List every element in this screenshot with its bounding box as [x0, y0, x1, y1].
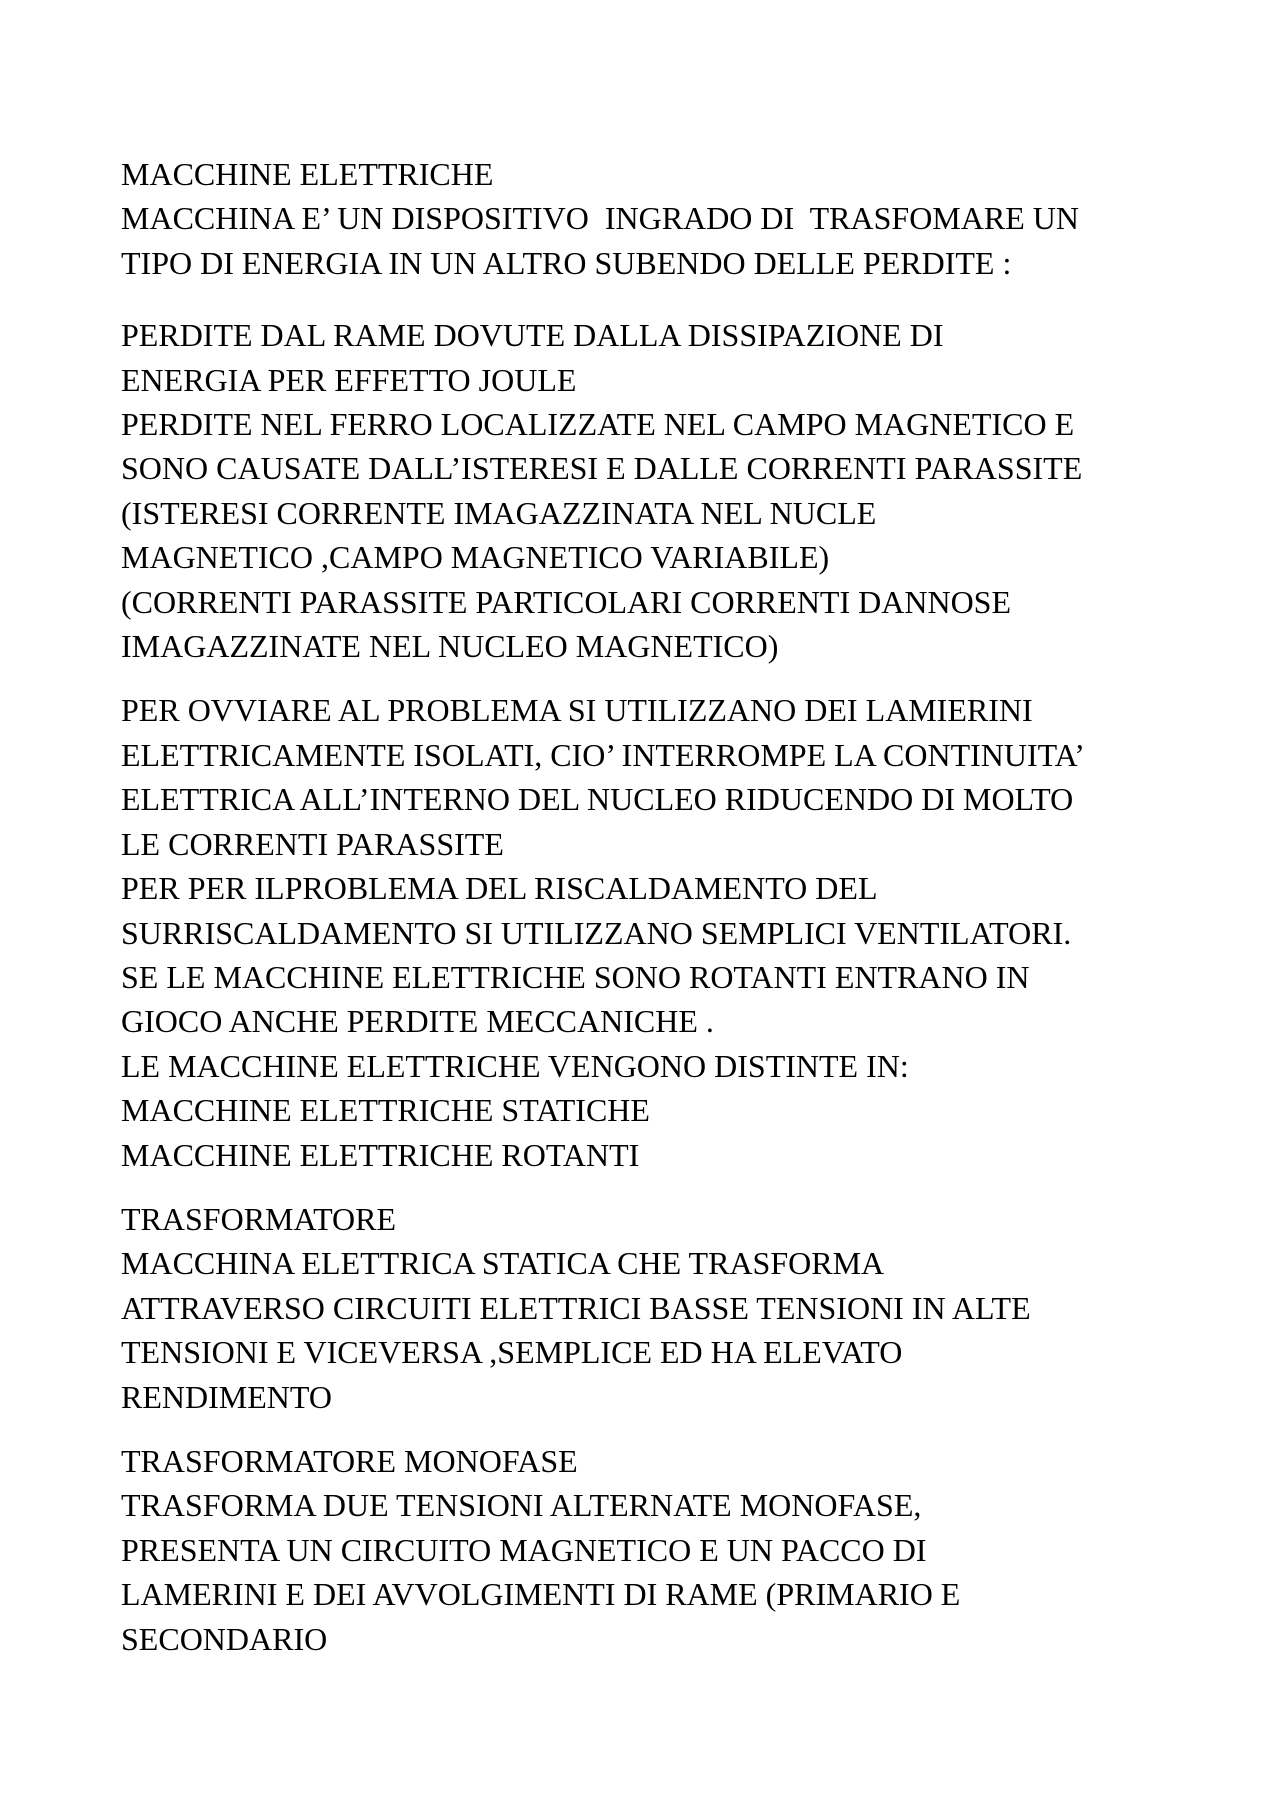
transformer-paragraph — [121, 1197, 1241, 1419]
text-line: ELETTRICAMENTE ISOLATI, CIO’ INTERROMPE LA CONTINUITA’ — [121, 736, 1085, 773]
intro-paragraph — [121, 152, 1241, 285]
text-line: ELETTRICA ALL’INTERNO DEL NUCLEO RIDUCENDO DI MOLTO — [121, 781, 1074, 818]
text-line: SE LE MACCHINE ELETTRICHE SONO ROTANTI ENTRANO IN — [121, 958, 1030, 995]
text-line: LAMERINI E DEI AVVOLGIMENTI DI RAME (PRIMARIO E — [121, 1576, 961, 1613]
text-line: PER OVVIARE AL PROBLEMA SI UTILIZZANO DEI LAMIERINI — [121, 692, 1033, 729]
text-line: MACCHINE ELETTRICHE STATICHE — [121, 1092, 650, 1129]
document-page — [121, 152, 1241, 1661]
text-line: GIOCO ANCHE PERDITE MECCANICHE . — [121, 1003, 714, 1040]
paragraph-gap — [121, 285, 1241, 313]
text-line: SONO CAUSATE DALL’ISTERESI E DALLE CORRENTI PARASSITE — [121, 450, 1083, 487]
paragraph-gap — [121, 1177, 1241, 1197]
text-line: LE CORRENTI PARASSITE — [121, 825, 504, 862]
solutions-paragraph — [121, 688, 1241, 1176]
single-phase-paragraph — [121, 1439, 1241, 1661]
paragraph-gap — [121, 668, 1241, 688]
text-line: TRASFORMA DUE TENSIONI ALTERNATE MONOFASE, — [121, 1487, 922, 1524]
paragraph-gap — [121, 1419, 1241, 1439]
text-line: IMAGAZZINATE NEL NUCLEO MAGNETICO) — [121, 628, 779, 665]
text-line: TENSIONI E VICEVERSA ,SEMPLICE ED HA ELEVATO — [121, 1334, 903, 1371]
text-line: MACCHINA E’ UN DISPOSITIVO INGRADO DI TRASFOMARE UN — [121, 200, 1079, 237]
text-line: PERDITE DAL RAME DOVUTE DALLA DISSIPAZIONE DI — [121, 317, 944, 354]
text-line: MACCHINE ELETTRICHE ROTANTI — [121, 1136, 640, 1173]
text-line: SECONDARIO — [121, 1620, 328, 1657]
section-heading: TRASFORMATORE — [121, 1200, 397, 1237]
section-heading: TRASFORMATORE MONOFASE — [121, 1442, 578, 1479]
text-line: ATTRAVERSO CIRCUITI ELETTRICI BASSE TENSIONI IN ALTE — [121, 1289, 1031, 1326]
text-line: SURRISCALDAMENTO SI UTILIZZANO SEMPLICI VENTILATORI. — [121, 914, 1072, 951]
text-line: MAGNETICO ,CAMPO MAGNETICO VARIABILE) — [121, 539, 830, 576]
text-line: RENDIMENTO — [121, 1378, 332, 1415]
text-line: ENERGIA PER EFFETTO JOULE — [121, 361, 577, 398]
text-line: LE MACCHINE ELETTRICHE VENGONO DISTINTE IN: — [121, 1047, 909, 1084]
document-title: MACCHINE ELETTRICHE — [121, 156, 494, 192]
losses-paragraph — [121, 313, 1241, 668]
text-line: (CORRENTI PARASSITE PARTICOLARI CORRENTI DANNOSE — [121, 583, 1012, 620]
text-line: MACCHINA ELETTRICA STATICA CHE TRASFORMA — [121, 1245, 885, 1282]
text-line: PRESENTA UN CIRCUITO MAGNETICO E UN PACCO DI — [121, 1531, 927, 1568]
text-line: PER PER ILPROBLEMA DEL RISCALDAMENTO DEL — [121, 870, 878, 907]
text-line: PERDITE NEL FERRO LOCALIZZATE NEL CAMPO MAGNETICO E — [121, 406, 1075, 443]
text-line: TIPO DI ENERGIA IN UN ALTRO SUBENDO DELLE PERDITE : — [121, 244, 1012, 281]
text-line: (ISTERESI CORRENTE IMAGAZZINATA NEL NUCLE — [121, 494, 877, 531]
